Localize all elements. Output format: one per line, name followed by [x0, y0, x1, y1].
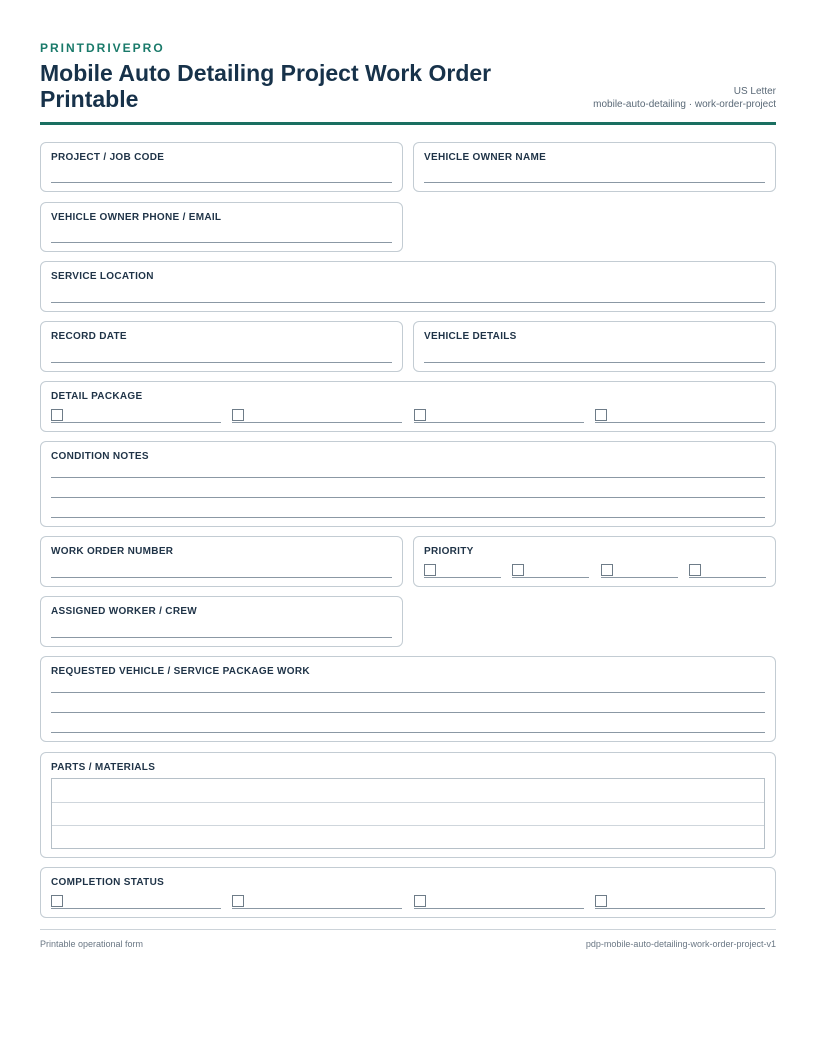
vehicle-details-label: VEHICLE DETAILS	[424, 331, 517, 342]
assigned-worker-input[interactable]	[51, 637, 392, 638]
project-code-field	[40, 142, 403, 192]
requested-work-field	[40, 656, 776, 742]
checkbox-icon[interactable]	[414, 409, 426, 421]
completion-status-option-4[interactable]	[595, 895, 765, 909]
detail-package-option-1[interactable]	[51, 409, 221, 423]
detail-package-option-2[interactable]	[232, 409, 402, 423]
record-date-label: RECORD DATE	[51, 331, 127, 342]
checkbox-icon[interactable]	[512, 564, 524, 576]
completion-status-field	[40, 867, 776, 918]
detail-package-field	[40, 381, 776, 432]
project-code-label: PROJECT / JOB CODE	[51, 152, 165, 163]
work-order-number-label: WORK ORDER NUMBER	[51, 546, 174, 557]
table-row-divider	[52, 825, 764, 826]
priority-label: PRIORITY	[424, 546, 474, 557]
condition-notes-line-1[interactable]	[51, 477, 765, 478]
checkbox-icon[interactable]	[232, 895, 244, 907]
document-meta	[593, 85, 776, 111]
priority-option-4[interactable]	[689, 564, 766, 578]
assigned-worker-field	[40, 596, 403, 647]
condition-notes-line-3[interactable]	[51, 517, 765, 518]
record-date-input[interactable]	[51, 362, 392, 363]
work-order-number-field	[40, 536, 403, 587]
detail-package-option-3[interactable]	[414, 409, 584, 423]
footer-divider	[40, 929, 776, 930]
completion-status-label: COMPLETION STATUS	[51, 877, 165, 888]
brand-name: PRINTDRIVEPRO	[40, 41, 165, 55]
owner-name-field	[413, 142, 776, 192]
project-code-input[interactable]	[51, 182, 392, 183]
checkbox-icon[interactable]	[232, 409, 244, 421]
owner-contact-input[interactable]	[51, 242, 392, 243]
requested-work-line-2[interactable]	[51, 712, 765, 713]
requested-work-line-3[interactable]	[51, 732, 765, 733]
owner-name-input[interactable]	[424, 182, 765, 183]
checkbox-icon[interactable]	[424, 564, 436, 576]
priority-option-2[interactable]	[512, 564, 589, 578]
owner-name-label: VEHICLE OWNER NAME	[424, 152, 547, 163]
checkbox-icon[interactable]	[51, 409, 63, 421]
detail-package-label: DETAIL PACKAGE	[51, 391, 143, 402]
vehicle-details-input[interactable]	[424, 362, 765, 363]
vehicle-details-field	[413, 321, 776, 372]
priority-option-1[interactable]	[424, 564, 501, 578]
service-location-field	[40, 261, 776, 312]
requested-work-label: REQUESTED VEHICLE / SERVICE PACKAGE WORK	[51, 666, 310, 677]
paper-size: US Letter	[733, 86, 776, 97]
record-date-field	[40, 321, 403, 372]
parts-materials-field	[40, 752, 776, 858]
requested-work-line-1[interactable]	[51, 692, 765, 693]
completion-status-option-3[interactable]	[414, 895, 584, 909]
parts-materials-table[interactable]	[51, 778, 765, 849]
page-title: Mobile Auto Detailing Project Work Order Printable	[40, 60, 492, 112]
service-location-input[interactable]	[51, 302, 765, 303]
checkbox-icon[interactable]	[689, 564, 701, 576]
completion-status-option-2[interactable]	[232, 895, 402, 909]
work-order-page	[40, 0, 776, 1056]
service-location-label: SERVICE LOCATION	[51, 271, 154, 282]
checkbox-icon[interactable]	[595, 895, 607, 907]
detail-package-option-4[interactable]	[595, 409, 765, 423]
priority-field	[413, 536, 776, 587]
checkbox-icon[interactable]	[414, 895, 426, 907]
checkbox-icon[interactable]	[601, 564, 613, 576]
owner-contact-field	[40, 202, 403, 252]
table-row-divider	[52, 802, 764, 803]
footer-form-id: pdp-mobile-auto-detailing-work-order-project-v1	[585, 939, 776, 949]
condition-notes-line-2[interactable]	[51, 497, 765, 498]
header-divider	[40, 122, 776, 125]
checkbox-icon[interactable]	[595, 409, 607, 421]
priority-option-3[interactable]	[601, 564, 678, 578]
condition-notes-field	[40, 441, 776, 527]
parts-materials-label: PARTS / MATERIALS	[51, 762, 156, 773]
assigned-worker-label: ASSIGNED WORKER / CREW	[51, 606, 198, 617]
completion-status-option-1[interactable]	[51, 895, 221, 909]
owner-contact-label: VEHICLE OWNER PHONE / EMAIL	[51, 212, 222, 223]
condition-notes-label: CONDITION NOTES	[51, 451, 149, 462]
checkbox-icon[interactable]	[51, 895, 63, 907]
footer-caption: Printable operational form	[40, 939, 144, 949]
work-order-number-input[interactable]	[51, 577, 392, 578]
document-slug: mobile-auto-detailing · work-order-project	[593, 99, 776, 110]
